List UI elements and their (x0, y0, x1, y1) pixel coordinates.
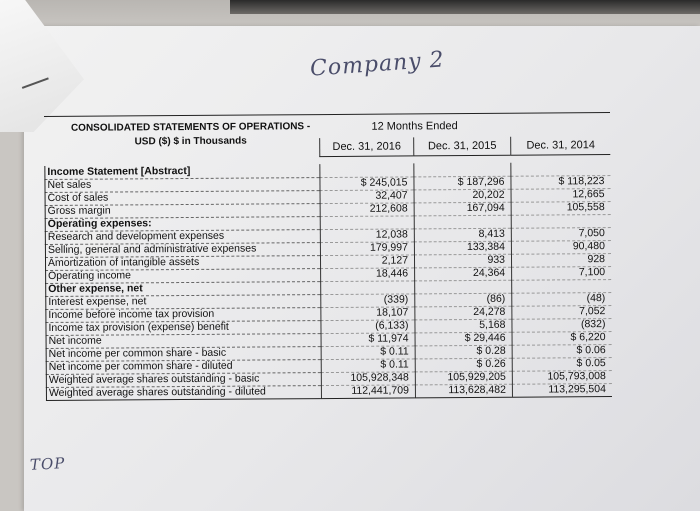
row-value-text: $ 6,220 (570, 331, 606, 344)
row-label: Net income (46, 333, 321, 349)
row-value-text: 18,107 (376, 306, 409, 319)
row-value-text: 113,295,504 (548, 383, 606, 396)
row-value-text: 212,608 (369, 202, 408, 215)
row-value-text: (48) (586, 292, 606, 305)
row-value-text: 12,038 (375, 228, 408, 241)
row-value-text: $ 187,296 (457, 175, 505, 189)
row-value-text: $ 118,223 (558, 175, 605, 188)
row-label: Income before income tax provision (45, 307, 320, 323)
row-value-text: 105,558 (566, 201, 605, 214)
row-value-text: $ 0.26 (476, 357, 506, 370)
row-value-text: 7,100 (578, 266, 606, 279)
row-value-text: 20,202 (472, 188, 505, 202)
column-header-2014: Dec. 31, 2014 (510, 136, 610, 156)
column-headers (319, 136, 610, 157)
row-value-text: 5,168 (479, 318, 506, 331)
row-label: Operating income (45, 268, 320, 284)
row-value-text: 167,094 (466, 201, 505, 215)
desk-dark-edge (230, 0, 700, 14)
row-label: Selling, general and administrative expenses (45, 242, 320, 258)
row-value-text: 105,793,008 (547, 370, 606, 383)
row-value-text: $ 11,974 (368, 332, 409, 345)
row-value-text: 90,480 (572, 240, 605, 253)
row-label: Income tax provision (expense) benefit (45, 320, 320, 336)
row-value-text: 7,050 (578, 227, 605, 240)
row-label: Interest expense, net (45, 294, 320, 310)
row-value-text: $ 245,015 (360, 176, 408, 189)
row-value-text: 928 (587, 253, 606, 266)
row-value-text: 7,052 (579, 305, 606, 318)
row-value-text: $ 0.06 (576, 344, 606, 357)
row-value-text: 12,665 (572, 188, 605, 201)
row-value-text: (6,133) (375, 319, 409, 332)
row-value-text: 112,441,709 (351, 384, 409, 397)
row-value-text: 105,928,348 (350, 371, 409, 384)
row-value-text: $ 0.05 (576, 357, 606, 370)
row-label: Net income per common share - diluted (46, 359, 321, 375)
row-value-text: 24,364 (472, 266, 506, 280)
row-value-text: (86) (486, 292, 506, 305)
statement-title (44, 114, 319, 166)
row-label: Cost of sales (45, 190, 320, 206)
row-value-text: 18,446 (375, 267, 409, 280)
row-label: Weighted average shares outstanding - basic (46, 372, 321, 388)
row-value-text: (339) (383, 293, 409, 306)
row-value-text: $ 0.28 (476, 344, 506, 357)
row-value-text: 24,278 (473, 305, 506, 319)
row-label: Income Statement [Abstract] (44, 164, 319, 180)
row-value-text: 179,997 (369, 241, 408, 254)
column-header-2015: Dec. 31, 2015 (413, 137, 510, 157)
row-label: Amortization of intangible assets (45, 255, 320, 271)
row-label: Net sales (44, 177, 319, 193)
row-value-text: $ 0.11 (380, 358, 409, 371)
column-header-2016: Dec. 31, 2016 (319, 137, 413, 157)
row-value-text: 133,384 (466, 240, 505, 254)
handwritten-footer: TOP (29, 454, 66, 474)
row-label: Other expense, net (45, 281, 320, 297)
row-value-text: (832) (580, 318, 606, 331)
row-label: Gross margin (45, 203, 320, 219)
statement-title-line2: USD ($) $ in Thousands (134, 135, 247, 148)
row-value-text: $ 0.11 (380, 345, 409, 358)
row-value-text: $ 29,446 (464, 331, 506, 345)
statement-title-line1: CONSOLIDATED STATEMENTS OF OPERATIONS - (70, 121, 311, 134)
row-value-text: 113,628,482 (448, 383, 506, 397)
row-value-text: 933 (487, 253, 506, 266)
row-label: Research and development expenses (45, 229, 320, 245)
table-body (44, 162, 612, 400)
row-value-text: 105,929,205 (447, 370, 506, 384)
row-value (321, 384, 415, 399)
financial-statement-table (44, 112, 612, 400)
row-value-text: 2,127 (381, 254, 409, 267)
period-header: 12 Months Ended (319, 113, 510, 164)
row-value-text: 32,407 (375, 189, 408, 202)
row-value (512, 383, 612, 398)
handwritten-title: Company 2 (309, 47, 446, 82)
row-label: Net income per common share - basic (46, 346, 321, 362)
row-label: Weighted average shares outstanding - diluted (46, 385, 321, 401)
table-row (46, 383, 612, 400)
row-value-text: 8,413 (478, 227, 505, 240)
row-value (415, 384, 512, 399)
row-label: Operating expenses: (45, 216, 320, 232)
